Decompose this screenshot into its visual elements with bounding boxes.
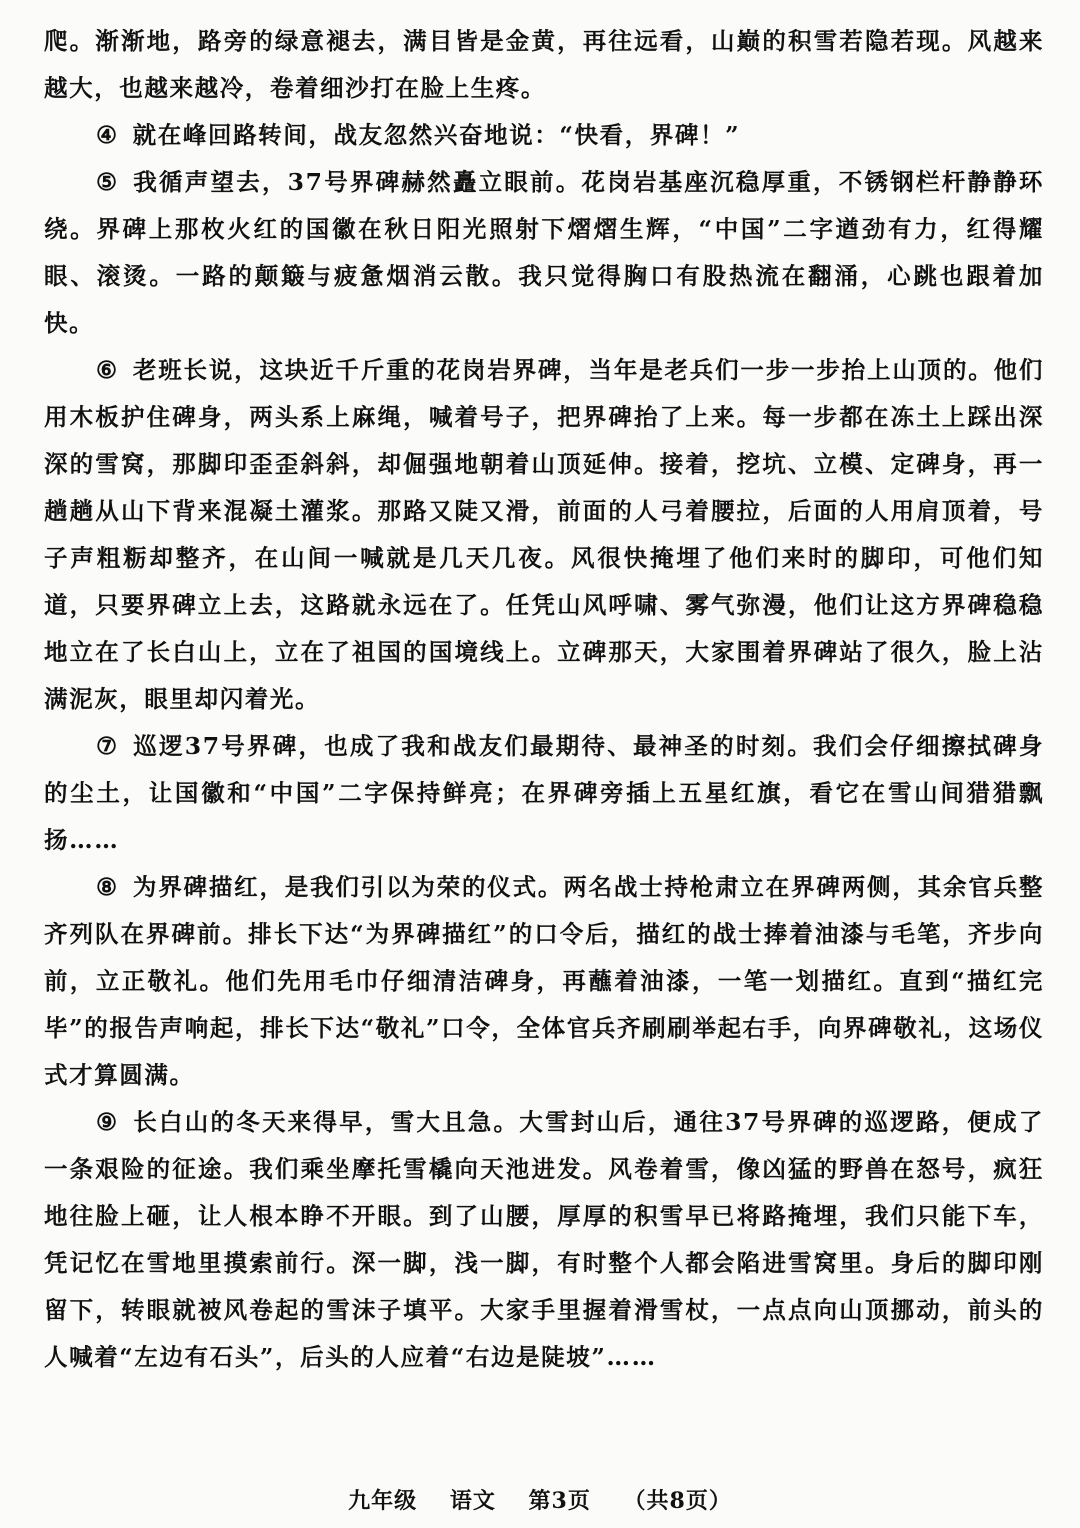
article-body: [44, 18, 1044, 1381]
paragraph-9: [44, 1099, 1044, 1381]
paragraph-5: [44, 159, 1044, 347]
paragraph-number: ⑦: [96, 732, 119, 760]
paragraph-number: ⑥: [96, 356, 119, 384]
paragraph-text: 巡逻37号界碑，也成了我和战友们最期待、最神圣的时刻。我们会仔细擦拭碑身的尘土，让国徽和“中国”二字保持鲜亮；在界碑旁插上五星红旗，看它在雪山间猎猎飘扬……: [44, 732, 1044, 854]
paragraph-number: ⑤: [96, 168, 119, 196]
paragraph-text: 爬。渐渐地，路旁的绿意褪去，满目皆是金黄，再往远看，山巅的积雪若隐若现。风越来越大，也越来越冷，卷着细沙打在脸上生疼。: [44, 27, 1044, 102]
footer-page-number: 第3页: [528, 1488, 591, 1514]
paragraph-text: 我循声望去，37号界碑赫然矗立眼前。花岗岩基座沉稳厚重，不锈钢栏杆静静环绕。界碑上那枚火红的国徽在秋日阳光照射下熠熠生辉，“中国”二字遒劲有力，红得耀眼、滚烫。一路的颠簸与疲惫烟消云散。我只觉得胸口有股热流在翻涌，心跳也跟着加快。: [44, 168, 1044, 337]
footer-subject: 语文: [449, 1488, 496, 1514]
footer-grade: 九年级: [348, 1488, 418, 1514]
paragraph-4: [44, 112, 1044, 159]
paragraph-number: ④: [96, 121, 119, 149]
paragraph-number: ⑨: [96, 1108, 119, 1136]
paragraph-6: [44, 347, 1044, 723]
paragraph-3-continued: [44, 18, 1044, 112]
paragraph-text: 长白山的冬天来得早，雪大且急。大雪封山后，通往37号界碑的巡逻路，便成了一条艰险的征途。我们乘坐摩托雪橇向天池进发。风卷着雪，像凶猛的野兽在怒号，疯狂地往脸上砸，让人根本睁不开眼。到了山腰，厚厚的积雪早已将路掩埋，我们只能下车，凭记忆在雪地里摸索前行。深一脚，浅一脚，有时整个人都会陷进雪窝里。身后的脚印刚留下，转眼就被风卷起的雪沫子填平。大家手里握着滑雪杖，一点点向山顶挪动，前头的人喊着“左边有石头”，后头的人应着“右边是陡坡”……: [44, 1108, 1044, 1371]
paragraph-number: ⑧: [96, 873, 119, 901]
footer-total-pages: （共8页）: [623, 1488, 732, 1514]
paragraph-text: 老班长说，这块近千斤重的花岗岩界碑，当年是老兵们一步一步抬上山顶的。他们用木板护住碑身，两头系上麻绳，喊着号子，把界碑抬了上来。每一步都在冻土上踩出深深的雪窝，那脚印歪歪斜斜，却倔强地朝着山顶延伸。接着，挖坑、立模、定碑身，再一趟趟从山下背来混凝土灌浆。那路又陡又滑，前面的人弓着腰拉，后面的人用肩顶着，号子声粗粝却整齐，在山间一喊就是几天几夜。风很快掩埋了他们来时的脚印，可他们知道，只要界碑立上去，这路就永远在了。任凭山风呼啸、雾气弥漫，他们让这方界碑稳稳地立在了长白山上，立在了祖国的国境线上。立碑那天，大家围着界碑站了很久，脸上沾满泥灰，眼里却闪着光。: [44, 356, 1044, 713]
paragraph-text: 为界碑描红，是我们引以为荣的仪式。两名战士持枪肃立在界碑两侧，其余官兵整齐列队在界碑前。排长下达“为界碑描红”的口令后，描红的战士捧着油漆与毛笔，齐步向前，立正敬礼。他们先用毛巾仔细清洁碑身，再蘸着油漆，一笔一划描红。直到“描红完毕”的报告声响起，排长下达“敬礼”口令，全体官兵齐刷刷举起右手，向界碑敬礼，这场仪式才算圆满。: [44, 873, 1044, 1089]
paragraph-8: [44, 864, 1044, 1099]
paragraph-text: 就在峰回路转间，战友忽然兴奋地说：“快看，界碑！”: [132, 121, 741, 149]
paragraph-7: [44, 723, 1044, 864]
page-footer: [0, 1484, 1080, 1515]
